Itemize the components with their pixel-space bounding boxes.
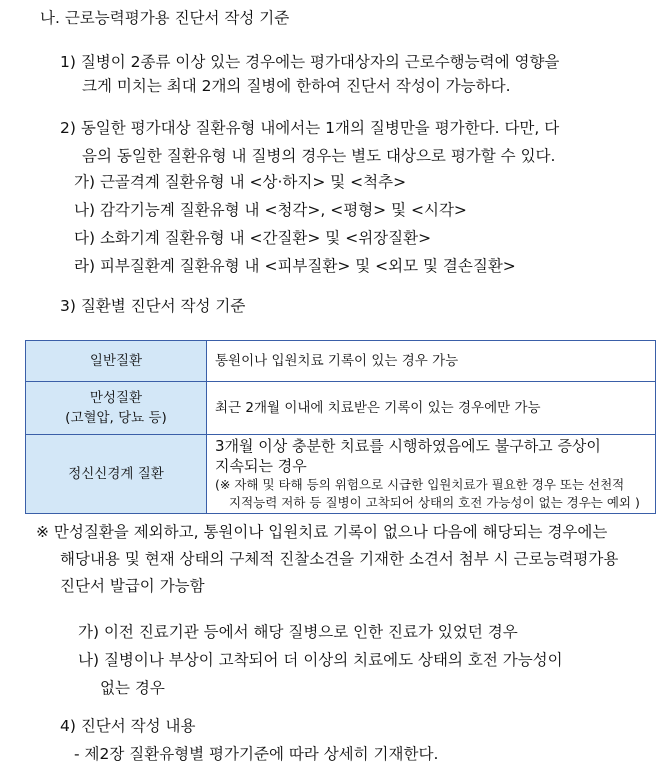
category-cell: 일반질환 — [26, 341, 207, 382]
description-cell: 통원이나 입원치료 기록이 있는 경우 가능 — [207, 341, 656, 382]
note-sub-a: 가) 이전 진료기관 등에서 해당 질병으로 인한 진료가 있었던 경우 — [78, 623, 518, 641]
exception-note: (※ 자해 및 타해 등의 위험으로 시급한 입원치료가 필요한 경우 또는 선천적 — [215, 477, 625, 492]
item2-sub-c: 다) 소화기계 질환유형 내 <간질환> 및 <위장질환> — [74, 229, 432, 247]
category-label: 만성질환 — [89, 390, 143, 406]
criteria-table — [25, 340, 656, 514]
table-row — [26, 435, 656, 514]
description-cell — [207, 435, 656, 514]
item1-line1: 1) 질병이 2종류 이상 있는 경우에는 평가대상자의 근로수행능력에 영향을 — [60, 53, 560, 71]
note-sub-b-line1: 나) 질병이나 부상이 고착되어 더 이상의 치료에도 상태의 호전 가능성이 — [78, 651, 563, 669]
item1-line2: 크게 미치는 최대 2개의 질병에 한하여 진단서 작성이 가능하다. — [82, 77, 511, 95]
category-cell — [26, 382, 207, 435]
note-sub-b-line2: 없는 경우 — [100, 679, 165, 697]
item2-sub-a: 가) 근골격계 질환유형 내 <상·하지> 및 <척추> — [74, 173, 407, 191]
item2-sub-d: 라) 피부질환계 질환유형 내 <피부질환> 및 <외모 및 결손질환> — [74, 257, 516, 275]
item3-title: 3) 질환별 진단서 작성 기준 — [60, 297, 246, 315]
item2-line1: 2) 동일한 평가대상 질환유형 내에서는 1개의 질병만을 평가한다. 다만, 다 — [60, 119, 560, 137]
exception-note: 지적능력 저하 등 질병이 고착되어 상태의 호전 가능성이 없는 경우는 예외 ) — [229, 495, 640, 510]
description-line: 3개월 이상 충분한 치료를 시행하였음에도 불구하고 증상이 — [215, 437, 601, 455]
section-heading: 나. 근로능력평가용 진단서 작성 기준 — [40, 9, 290, 27]
item2-line2: 음의 동일한 질환유형 내 질병의 경우는 별도 대상으로 평가할 수 있다. — [82, 147, 556, 165]
category-cell: 정신신경계 질환 — [26, 435, 207, 514]
note-line3: 진단서 발급이 가능함 — [60, 577, 205, 595]
description-line: 지속되는 경우 — [215, 457, 307, 475]
note-line1: ※ 만성질환을 제외하고, 통원이나 입원치료 기록이 없으나 다음에 해당되는 경우에는 — [36, 523, 608, 541]
category-sublabel: (고혈압, 당뇨 등) — [65, 410, 167, 426]
item2-sub-b: 나) 감각기능계 질환유형 내 <청각>, <평형> 및 <시각> — [74, 201, 467, 219]
table-row — [26, 341, 656, 382]
note-line2: 해당내용 및 현재 상태의 구체적 진찰소견을 기재한 소견서 첨부 시 근로능력평가용 — [60, 550, 619, 568]
item4-title: 4) 진단서 작성 내용 — [60, 717, 196, 735]
item4-line1: - 제2장 질환유형별 평가기준에 따라 상세히 기재한다. — [74, 745, 439, 763]
table-row — [26, 382, 656, 435]
description-cell: 최근 2개월 이내에 치료받은 기록이 있는 경우에만 가능 — [207, 382, 656, 435]
